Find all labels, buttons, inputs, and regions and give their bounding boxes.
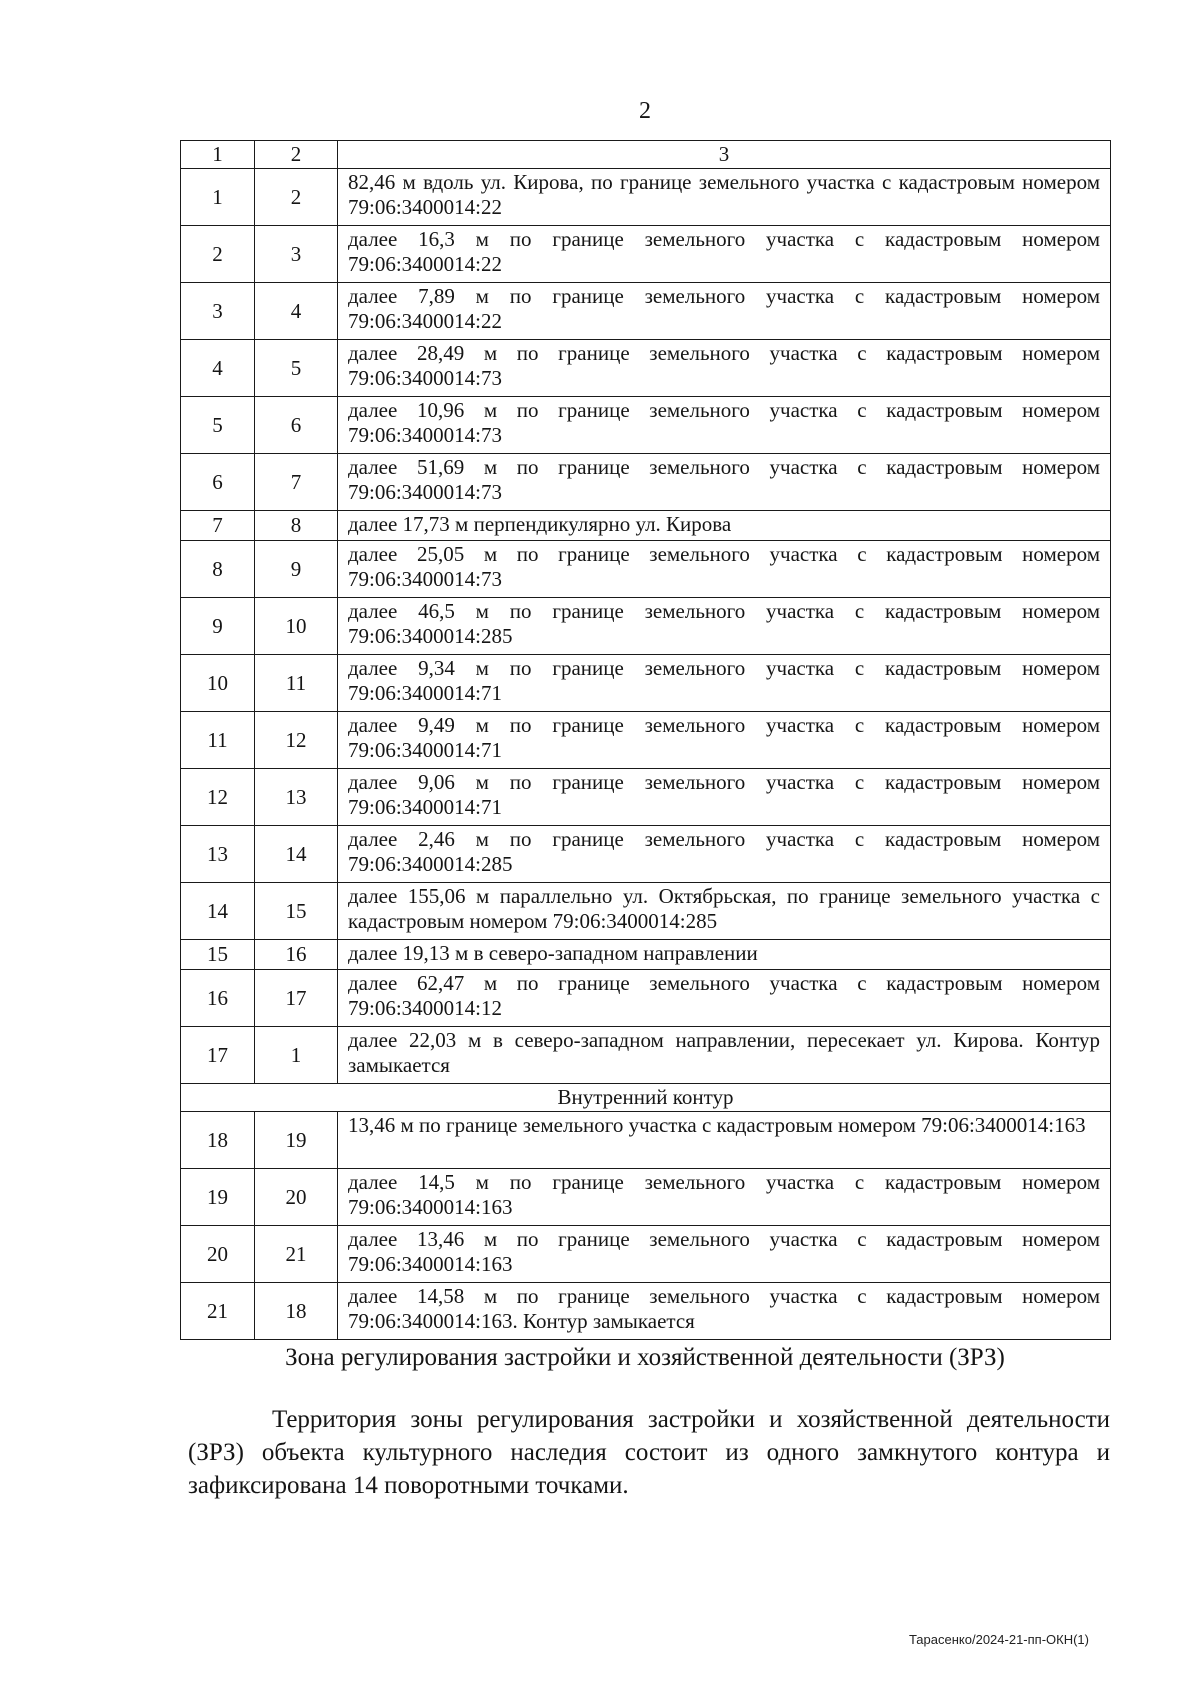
boundary-points-table (180, 140, 1111, 1340)
segment-description-cell: далее 9,49 м по границе земельного участка с кадастровым номером 79:06:3400014:71 (338, 712, 1111, 769)
table-row (181, 226, 1111, 283)
table-row (181, 454, 1111, 511)
segment-description-cell: далее 51,69 м по границе земельного участка с кадастровым номером 79:06:3400014:73 (338, 454, 1111, 511)
point-to-cell: 8 (255, 511, 338, 541)
point-to-cell: 17 (255, 970, 338, 1027)
point-to-cell: 7 (255, 454, 338, 511)
table-row (181, 541, 1111, 598)
point-to-cell: 13 (255, 769, 338, 826)
point-to-cell: 20 (255, 1169, 338, 1226)
point-from-cell: 16 (181, 970, 255, 1027)
point-to-cell: 18 (255, 1283, 338, 1340)
segment-description-cell: далее 22,03 м в северо-западном направлении, пересекает ул. Кирова. Контур замыкается (338, 1027, 1111, 1084)
column-header-from: 1 (181, 141, 255, 169)
segment-description-cell: далее 13,46 м по границе земельного участка с кадастровым номером 79:06:3400014:163 (338, 1226, 1111, 1283)
zone-section-title: Зона регулирования застройки и хозяйственной деятельности (ЗРЗ) (285, 1344, 1005, 1371)
point-from-cell: 11 (181, 712, 255, 769)
segment-description-cell: далее 14,5 м по границе земельного участка с кадастровым номером 79:06:3400014:163 (338, 1169, 1111, 1226)
point-from-cell: 5 (181, 397, 255, 454)
inner-contour-label: Внутренний контур (181, 1084, 1111, 1112)
point-from-cell: 10 (181, 655, 255, 712)
inner-contour-rows (181, 1112, 1111, 1340)
point-from-cell: 13 (181, 826, 255, 883)
table-row (181, 511, 1111, 541)
table-row (181, 826, 1111, 883)
table-header-row (181, 141, 1111, 169)
outer-contour-rows (181, 169, 1111, 1084)
point-to-cell: 6 (255, 397, 338, 454)
table-row (181, 169, 1111, 226)
point-to-cell: 9 (255, 541, 338, 598)
table-row (181, 1169, 1111, 1226)
segment-description-cell: далее 46,5 м по границе земельного участка с кадастровым номером 79:06:3400014:285 (338, 598, 1111, 655)
point-from-cell: 12 (181, 769, 255, 826)
segment-description-cell: далее 14,58 м по границе земельного участка с кадастровым номером 79:06:3400014:163. Контур замыкается (338, 1283, 1111, 1340)
point-to-cell: 4 (255, 283, 338, 340)
point-from-cell: 20 (181, 1226, 255, 1283)
table-row (181, 397, 1111, 454)
point-from-cell: 17 (181, 1027, 255, 1084)
point-from-cell: 8 (181, 541, 255, 598)
point-to-cell: 12 (255, 712, 338, 769)
point-to-cell: 1 (255, 1027, 338, 1084)
table-row (181, 970, 1111, 1027)
table-row (181, 883, 1111, 940)
point-from-cell: 6 (181, 454, 255, 511)
document-code: Тарасенко/2024-21-пп-ОКН(1) (908, 1632, 1089, 1647)
segment-description-cell: далее 155,06 м параллельно ул. Октябрьская, по границе земельного участка с кадастровым номером 79:06:3400014:285 (338, 883, 1111, 940)
table-row (181, 940, 1111, 970)
segment-description-cell: 13,46 м по границе земельного участка с кадастровым номером 79:06:3400014:163 (338, 1112, 1111, 1169)
segment-description-cell: далее 9,34 м по границе земельного участка с кадастровым номером 79:06:3400014:71 (338, 655, 1111, 712)
segment-description-cell: далее 16,3 м по границе земельного участка с кадастровым номером 79:06:3400014:22 (338, 226, 1111, 283)
point-to-cell: 19 (255, 1112, 338, 1169)
segment-description-cell: далее 62,47 м по границе земельного участка с кадастровым номером 79:06:3400014:12 (338, 970, 1111, 1027)
segment-description-cell: далее 10,96 м по границе земельного участка с кадастровым номером 79:06:3400014:73 (338, 397, 1111, 454)
point-from-cell: 9 (181, 598, 255, 655)
inner-contour-section (181, 1084, 1111, 1112)
point-from-cell: 14 (181, 883, 255, 940)
segment-description-cell: далее 9,06 м по границе земельного участка с кадастровым номером 79:06:3400014:71 (338, 769, 1111, 826)
point-to-cell: 16 (255, 940, 338, 970)
point-from-cell: 2 (181, 226, 255, 283)
section-row (181, 1084, 1111, 1112)
point-to-cell: 5 (255, 340, 338, 397)
zone-description-paragraph: Территория зоны регулирования застройки и хозяйственной деятельности (ЗРЗ) объекта культурного наследия состоит из одного замкнутого контура и зафиксирована 14 поворотными точками. (188, 1406, 1110, 1499)
point-to-cell: 3 (255, 226, 338, 283)
point-to-cell: 14 (255, 826, 338, 883)
table-row (181, 1027, 1111, 1084)
table-row (181, 769, 1111, 826)
page-number: 2 (639, 98, 651, 124)
segment-description-cell: далее 19,13 м в северо-западном направлении (338, 940, 1111, 970)
point-from-cell: 18 (181, 1112, 255, 1169)
point-from-cell: 15 (181, 940, 255, 970)
column-header-description: 3 (338, 141, 1111, 169)
segment-description-cell: далее 28,49 м по границе земельного участка с кадастровым номером 79:06:3400014:73 (338, 340, 1111, 397)
segment-description-cell: далее 7,89 м по границе земельного участка с кадастровым номером 79:06:3400014:22 (338, 283, 1111, 340)
segment-description-cell: 82,46 м вдоль ул. Кирова, по границе земельного участка с кадастровым номером 79:06:3400014:22 (338, 169, 1111, 226)
segment-description-cell: далее 17,73 м перпендикулярно ул. Кирова (338, 511, 1111, 541)
segment-description-cell: далее 2,46 м по границе земельного участка с кадастровым номером 79:06:3400014:285 (338, 826, 1111, 883)
point-to-cell: 10 (255, 598, 338, 655)
table-row (181, 340, 1111, 397)
point-from-cell: 19 (181, 1169, 255, 1226)
point-from-cell: 7 (181, 511, 255, 541)
column-header-to: 2 (255, 141, 338, 169)
table-row (181, 1283, 1111, 1340)
table-row (181, 283, 1111, 340)
table-row (181, 712, 1111, 769)
point-to-cell: 11 (255, 655, 338, 712)
point-from-cell: 4 (181, 340, 255, 397)
point-to-cell: 2 (255, 169, 338, 226)
point-to-cell: 15 (255, 883, 338, 940)
point-from-cell: 21 (181, 1283, 255, 1340)
table-row (181, 655, 1111, 712)
table-row (181, 598, 1111, 655)
point-to-cell: 21 (255, 1226, 338, 1283)
table-row (181, 1226, 1111, 1283)
point-from-cell: 1 (181, 169, 255, 226)
point-from-cell: 3 (181, 283, 255, 340)
table-row (181, 1112, 1111, 1169)
segment-description-cell: далее 25,05 м по границе земельного участка с кадастровым номером 79:06:3400014:73 (338, 541, 1111, 598)
